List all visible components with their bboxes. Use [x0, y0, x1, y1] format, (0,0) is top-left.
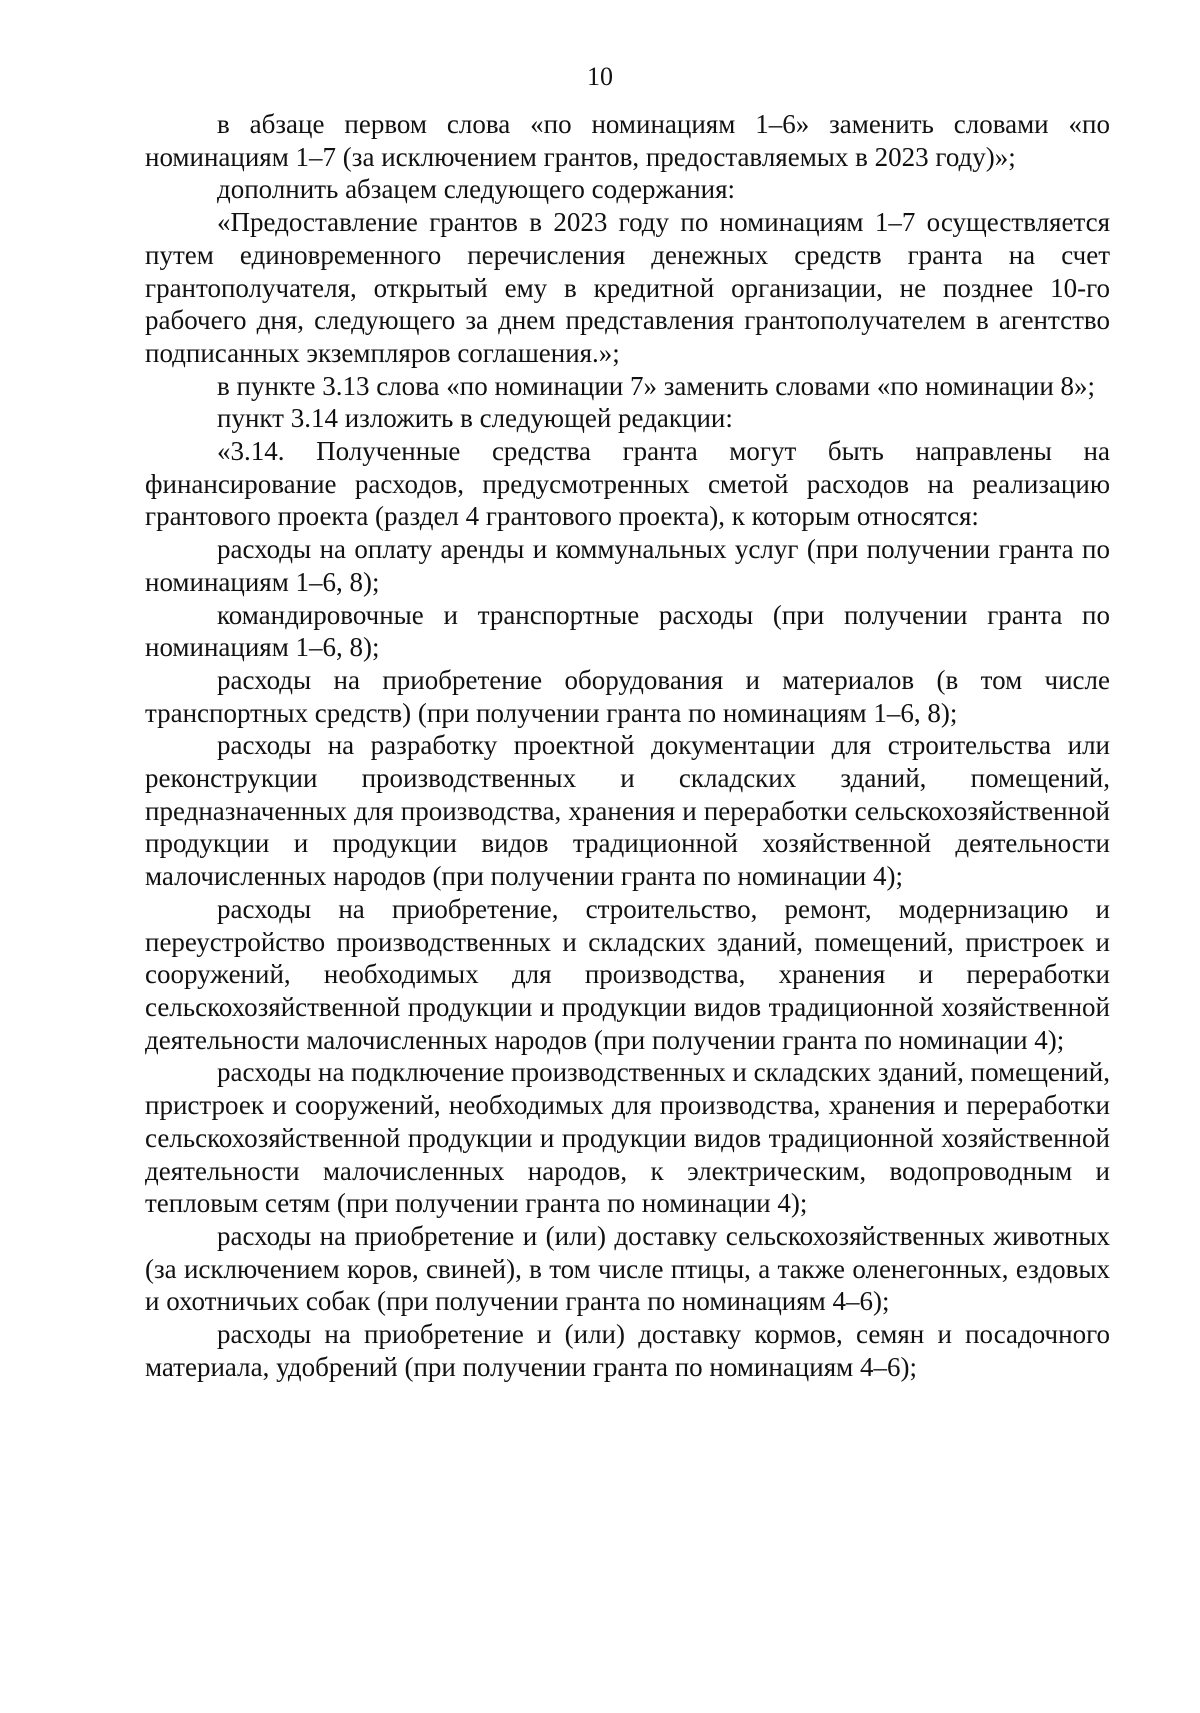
paragraph: расходы на подключение производственных и складских зданий, помещений, пристроек и сооружений, необходимых для производства, хранения и переработки сельскохозяйственной продукции и продукции видов традиционной хозяйственной деятельности малочисленных народов, к электрическим, водопроводным и тепловым сетям (при получении гранта по номинации 4);: [145, 1057, 1110, 1219]
paragraph: расходы на приобретение оборудования и материалов (в том числе транспортных средств) (при получении гранта по номинациям 1–6, 8);: [145, 664, 1110, 728]
paragraph: «3.14. Полученные средства гранта могут быть направлены на финансирование расходов, предусмотренных сметой расходов на реализацию грантового проекта (раздел 4 грантового проекта), к которым относятся:: [145, 436, 1110, 532]
paragraph: расходы на приобретение, строительство, ремонт, модернизацию и переустройство производственных и складских зданий, помещений, пристроек и сооружений, необходимых для производства, хранения и переработки сельскохозяйственной продукции и продукции видов традиционной хозяйственной деятельности малочисленных народов (при получении гранта по номинации 4);: [145, 893, 1110, 1055]
paragraph: расходы на оплату аренды и коммунальных услуг (при получении гранта по номинациям 1–6, 8);: [145, 534, 1110, 597]
paragraph: командировочные и транспортные расходы (при получении гранта по номинациям 1–6, 8);: [145, 599, 1110, 663]
page-number: 10: [587, 62, 613, 91]
paragraph: дополнить абзацем следующего содержания:: [217, 174, 736, 205]
paragraph: пункт 3.14 изложить в следующей редакции:: [217, 403, 733, 434]
paragraph: расходы на приобретение и (или) доставку кормов, семян и посадочного материала, удобрений (при получении гранта по номинациям 4–6);: [145, 1319, 1110, 1382]
paragraph: расходы на приобретение и (или) доставку сельскохозяйственных животных (за исключением коров, свиней), в том числе птицы, а также оленегонных, ездовых и охотничьих собак (при получении гранта по номинациям 4–6);: [145, 1220, 1110, 1317]
document-body: [145, 108, 1110, 1383]
paragraph: «Предоставление грантов в 2023 году по номинациям 1–7 осуществляется путем единовременного перечисления денежных средств гранта на счет грантополучателя, открытый ему в кредитной организации, не позднее 10-го рабочего дня, следующего за днем представления грантополучателем в агентство подписанных экземпляров соглашения.»;: [145, 207, 1110, 368]
paragraph: в пункте 3.13 слова «по номинации 7» заменить словами «по номинации 8»;: [217, 370, 1096, 401]
paragraph: в абзаце первом слова «по номинациям 1–6» заменить словами «по номинациям 1–7 (за исключением грантов, предоставляемых в 2023 году)»;: [145, 109, 1110, 172]
paragraph: расходы на разработку проектной документации для строительства или реконструкции производственных и складских зданий, помещений, предназначенных для производства, хранения и переработки сельскохозяйственной продукции и продукции видов традиционной хозяйственной деятельности малочисленных народов (при получении гранта по номинации 4);: [145, 730, 1110, 892]
